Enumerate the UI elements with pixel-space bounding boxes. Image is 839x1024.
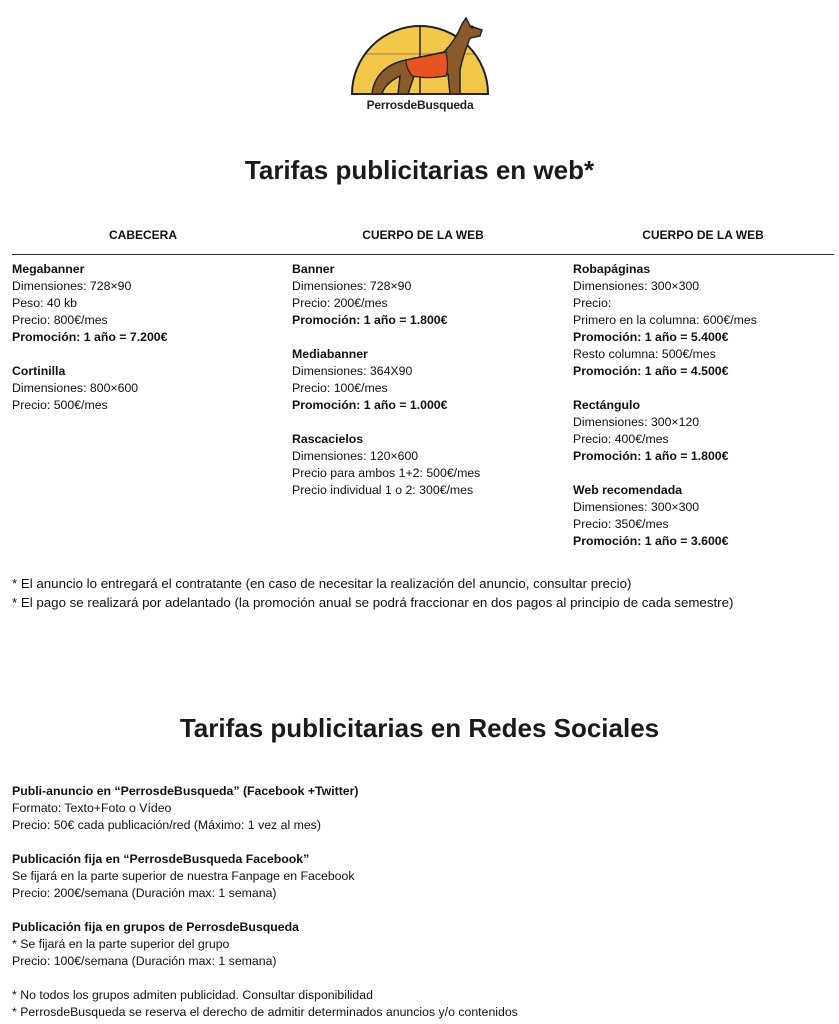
item-detail: Dimensiones: 120×600 <box>292 449 419 463</box>
item-detail: Precio: 350€/mes <box>573 517 669 531</box>
item-detail: Dimensiones: 300×120 <box>573 415 700 429</box>
item-detail: Precio: 400€/mes <box>573 432 669 446</box>
dog-logo-icon <box>348 14 492 98</box>
item-detail: Formato: Texto+Foto o Vídeo <box>12 801 172 815</box>
column-header-cuerpo-2: CUERPO DE LA WEB <box>642 228 764 242</box>
item-detail: Resto columna: 500€/mes <box>573 347 716 361</box>
item-detail: Dimensiones: 728×90 <box>12 279 132 293</box>
footnote: * El anuncio lo entregará el contratante (en caso de necesitar la realización del anuncio, consultar precio) <box>12 576 632 591</box>
social-rates-list <box>12 783 518 1021</box>
item-detail: Primero en la columna: 600€/mes <box>573 313 757 327</box>
item-heading: Promoción: 1 año = 3.600€ <box>573 534 729 548</box>
spacer <box>573 465 839 482</box>
item-heading: Promoción: 1 año = 1.800€ <box>292 313 448 327</box>
column-cuerpo-1 <box>292 261 567 499</box>
item-heading: Rectángulo <box>573 398 640 412</box>
spacer <box>12 970 518 987</box>
item-detail: Precio individual 1 o 2: 300€/mes <box>292 483 474 497</box>
item-detail: Dimensiones: 300×300 <box>573 279 700 293</box>
social-rates-title: Tarifas publicitarias en Redes Sociales <box>179 713 660 743</box>
item-heading: Rascacielos <box>292 432 364 446</box>
column-cabecera <box>12 261 287 414</box>
spacer <box>292 329 567 346</box>
column-header-cabecera: CABECERA <box>108 228 177 242</box>
item-detail: * PerrosdeBusqueda se reserva el derecho de admitir determinados anuncios y/o contenidos <box>12 1005 518 1019</box>
item-heading: Publicación fija en grupos de PerrosdeBusqueda <box>12 920 299 934</box>
item-heading: Banner <box>292 262 335 276</box>
logo-text: PerrosdeBusqueda <box>366 98 474 112</box>
header-divider <box>12 254 834 255</box>
footnote: * El pago se realizará por adelantado (la promoción anual se podrá fraccionar en dos pagos al principio de cada semestre) <box>12 595 734 610</box>
spacer <box>573 380 839 397</box>
item-heading: Publi-anuncio en “PerrosdeBusqueda” (Facebook +Twitter) <box>12 784 359 798</box>
spacer <box>12 346 287 363</box>
item-detail: * No todos los grupos admiten publicidad. Consultar disponibilidad <box>12 988 373 1002</box>
item-detail: Precio: 500€/mes <box>12 398 108 412</box>
item-detail: Precio: 800€/mes <box>12 313 108 327</box>
item-detail: Precio: 200€/mes <box>292 296 388 310</box>
item-heading: Mediabanner <box>292 347 368 361</box>
item-detail: Precio: 100€/mes <box>292 381 388 395</box>
item-heading: Web recomendada <box>573 483 683 497</box>
item-heading: Megabanner <box>12 262 85 276</box>
item-detail: Dimensiones: 728×90 <box>292 279 412 293</box>
logo <box>348 14 492 114</box>
item-detail: Peso: 40 kb <box>12 296 77 310</box>
column-cuerpo-2 <box>573 261 839 550</box>
web-footnotes <box>12 574 733 612</box>
item-heading: Publicación fija en “PerrosdeBusqueda Facebook” <box>12 852 310 866</box>
spacer <box>12 834 518 851</box>
item-detail: Dimensiones: 300×300 <box>573 500 700 514</box>
item-detail: Precio: <box>573 296 612 310</box>
web-rates-title: Tarifas publicitarias en web* <box>244 155 595 185</box>
item-heading: Promoción: 1 año = 5.400€ <box>573 330 729 344</box>
item-heading: Promoción: 1 año = 1.800€ <box>573 449 729 463</box>
item-heading: Promoción: 1 año = 1.000€ <box>292 398 448 412</box>
item-detail: Dimensiones: 364X90 <box>292 364 413 378</box>
item-detail: Precio: 50€ cada publicación/red (Máximo: 1 vez al mes) <box>12 818 321 832</box>
spacer <box>12 902 518 919</box>
item-heading: Promoción: 1 año = 4.500€ <box>573 364 729 378</box>
item-detail: Precio: 200€/semana (Duración max: 1 semana) <box>12 886 277 900</box>
item-detail: Precio: 100€/semana (Duración max: 1 semana) <box>12 954 277 968</box>
column-header-cuerpo-1: CUERPO DE LA WEB <box>362 228 484 242</box>
item-heading: Cortinilla <box>12 364 66 378</box>
item-detail: Precio para ambos 1+2: 500€/mes <box>292 466 481 480</box>
spacer <box>292 414 567 431</box>
item-detail: Se fijará en la parte superior de nuestra Fanpage en Facebook <box>12 869 355 883</box>
item-detail: * Se fijará en la parte superior del grupo <box>12 937 230 951</box>
item-heading: Robapáginas <box>573 262 651 276</box>
item-detail: Dimensiones: 800×600 <box>12 381 139 395</box>
item-heading: Promoción: 1 año = 7.200€ <box>12 330 168 344</box>
